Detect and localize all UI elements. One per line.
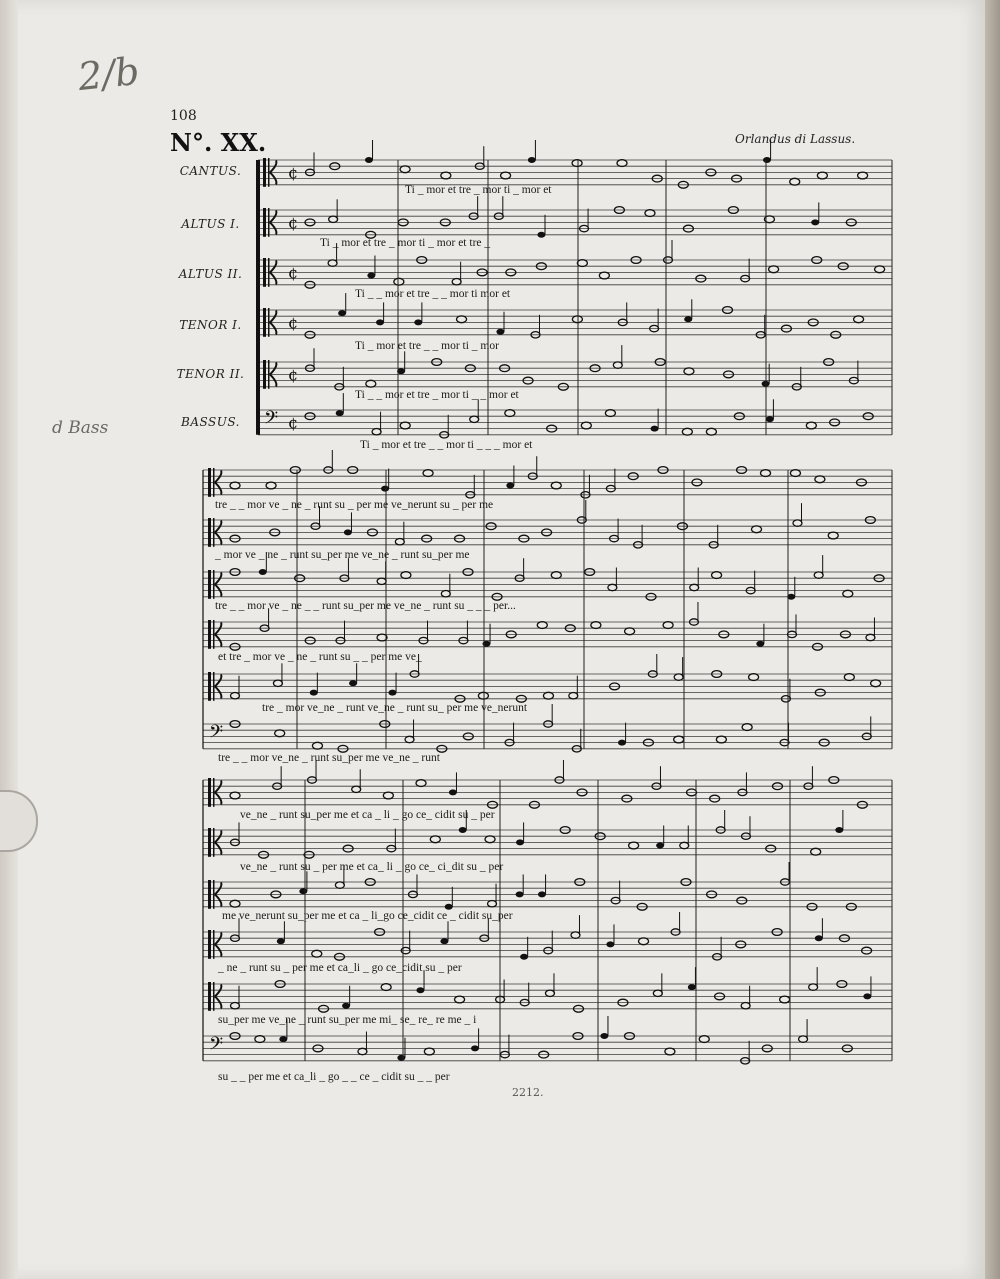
whole-note-icon — [230, 792, 240, 799]
quarter-note-icon — [835, 827, 843, 833]
c-clef-icon — [208, 468, 211, 497]
quarter-note-icon — [459, 827, 467, 833]
half-note-icon — [545, 990, 554, 996]
quarter-note-icon — [344, 529, 352, 535]
quarter-note-icon — [863, 993, 871, 999]
whole-note-icon — [752, 526, 762, 533]
half-note-icon — [799, 1036, 808, 1042]
voice-label-altus-1: ALTUS I. — [181, 217, 240, 231]
c-clef-icon — [213, 518, 215, 547]
whole-note-icon — [749, 674, 759, 681]
lyric-s2-tenor2: tre _ mor ve_ne _ runt ve_ne _ runt su_ per me ve_nerunt — [262, 702, 528, 714]
whole-note-icon — [383, 792, 393, 799]
whole-note-icon — [455, 996, 465, 1003]
whole-note-icon — [424, 1048, 434, 1055]
lyric-s1-bassus: Ti _ mor et tre _ _ mor ti _ _ _ mor et — [360, 439, 533, 451]
half-note-icon — [613, 362, 622, 368]
half-note-icon — [809, 984, 818, 990]
cut-time-icon: ¢ — [288, 213, 299, 232]
c-clef-icon — [208, 620, 211, 649]
whole-note-icon — [401, 572, 411, 579]
whole-note-icon — [828, 532, 838, 539]
whole-note-icon — [769, 266, 779, 273]
c-clef-icon — [213, 828, 215, 857]
whole-note-icon — [543, 692, 553, 699]
c-clef-icon — [213, 620, 215, 649]
c-clef-icon — [208, 880, 211, 909]
quarter-note-icon — [349, 680, 357, 686]
whole-note-icon — [875, 266, 885, 273]
quarter-note-icon — [528, 157, 536, 163]
whole-note-icon — [366, 380, 376, 387]
voice-label-cantus: CANTUS. — [179, 164, 242, 178]
composer-name: Orlandus di Lassus. — [735, 132, 856, 146]
lyric-s1-altus1: Ti _ mor et tre _ mor ti _ mor et tre _ — [320, 237, 491, 249]
half-note-icon — [690, 584, 699, 590]
whole-note-icon — [645, 210, 655, 217]
half-note-icon — [358, 1048, 367, 1054]
quarter-note-icon — [336, 410, 344, 416]
quarter-note-icon — [815, 935, 823, 941]
half-note-icon — [680, 842, 689, 848]
c-clef-icon — [263, 308, 266, 337]
half-note-icon — [231, 1003, 240, 1009]
quarter-note-icon — [414, 319, 422, 325]
whole-note-icon — [790, 470, 800, 477]
lyric-s3-cantus: ve_ne _ runt su_per me et ca _ li _ go ce_ cidit su _ per — [240, 809, 495, 821]
c-clef-icon — [213, 468, 215, 497]
c-clef-icon — [263, 258, 266, 287]
half-note-icon — [674, 674, 683, 680]
whole-note-icon — [572, 160, 582, 167]
half-note-icon — [571, 932, 580, 938]
quarter-note-icon — [388, 690, 396, 696]
c-clef-icon — [263, 208, 266, 237]
piece-number: N°. XX. — [170, 128, 267, 157]
bass-clef-icon: 𝄢 — [209, 722, 224, 747]
whole-note-icon — [505, 410, 515, 417]
quarter-note-icon — [651, 426, 659, 432]
lyric-s1-tenor1: Ti _ mor et tre _ _ mor ti _ mor — [355, 340, 499, 352]
cut-time-icon: ¢ — [288, 413, 299, 432]
whole-note-icon — [682, 428, 692, 435]
quarter-note-icon — [763, 157, 771, 163]
pencil-margin-note: d Bass — [52, 418, 109, 438]
whole-note-icon — [572, 316, 582, 323]
whole-note-icon — [230, 482, 240, 489]
whole-note-icon — [230, 900, 240, 907]
whole-note-icon — [625, 628, 635, 635]
quarter-note-icon — [279, 1036, 287, 1042]
pencil-catalog-mark: 2/b — [75, 48, 142, 100]
bass-clef-icon: 𝄢 — [264, 408, 279, 433]
cut-time-icon: ¢ — [288, 365, 299, 384]
lyric-s3-altus1: ve_ne _ runt su _ per me et ca_ li _ go ce_ ci_dit su _ per — [240, 861, 504, 873]
whole-note-icon — [551, 572, 561, 579]
half-note-icon — [470, 416, 479, 422]
quarter-note-icon — [600, 1033, 608, 1039]
whole-note-icon — [591, 622, 601, 629]
whole-note-icon — [430, 836, 440, 843]
half-note-icon — [231, 693, 240, 699]
whole-note-icon — [780, 996, 790, 1003]
lyric-s3-tenor1: _ ne _ runt su _ per me et ca_li _ go ce_cidit su _ per — [218, 962, 462, 974]
whole-note-icon — [815, 476, 825, 483]
whole-note-icon — [854, 316, 864, 323]
half-note-icon — [608, 584, 617, 590]
whole-note-icon — [255, 1036, 265, 1043]
half-note-icon — [488, 901, 497, 907]
quarter-note-icon — [367, 273, 375, 279]
c-clef-icon — [213, 672, 215, 701]
whole-note-icon — [381, 984, 391, 991]
lyric-s1-altus2: Ti _ _ mor et tre _ _ mor ti mor et — [355, 288, 511, 300]
c-clef-icon — [213, 778, 215, 807]
lyric-s2-cantus: tre _ _ mor ve _ ne _ runt su _ per me ve_nerunt su _ per me — [215, 499, 494, 511]
c-clef-icon — [268, 208, 270, 237]
half-note-icon — [377, 578, 386, 584]
cut-time-icon: ¢ — [288, 313, 299, 332]
half-note-icon — [814, 572, 823, 578]
half-note-icon — [452, 279, 461, 285]
c-clef-icon — [213, 570, 215, 599]
whole-note-icon — [742, 724, 752, 731]
quarter-note-icon — [310, 690, 318, 696]
whole-note-icon — [441, 172, 451, 179]
lyric-s3-bassus: su _ _ per me et ca_li _ go _ _ ce _ cidit su _ _ per — [218, 1071, 450, 1083]
half-note-icon — [405, 736, 414, 742]
quarter-note-icon — [299, 888, 307, 894]
c-clef-icon — [268, 158, 270, 187]
voice-label-tenor-2: TENOR II. — [176, 367, 245, 381]
c-clef-icon — [263, 360, 266, 389]
c-clef-icon — [208, 778, 211, 807]
quarter-note-icon — [445, 904, 453, 910]
quarter-note-icon — [618, 740, 626, 746]
quarter-note-icon — [397, 1055, 405, 1061]
whole-note-icon — [577, 260, 587, 267]
whole-note-icon — [501, 172, 511, 179]
c-clef-icon — [213, 880, 215, 909]
whole-note-icon — [551, 482, 561, 489]
quarter-note-icon — [342, 1003, 350, 1009]
whole-note-icon — [266, 482, 276, 489]
whole-note-icon — [485, 836, 495, 843]
quarter-note-icon — [506, 483, 514, 489]
quarter-note-icon — [656, 843, 664, 849]
half-note-icon — [866, 634, 875, 640]
whole-note-icon — [617, 160, 627, 167]
quarter-note-icon — [606, 941, 614, 947]
whole-note-icon — [790, 178, 800, 185]
whole-note-icon — [811, 848, 821, 855]
whole-note-icon — [871, 680, 881, 687]
quarter-note-icon — [416, 987, 424, 993]
voice-label-tenor-1: TENOR I. — [179, 318, 242, 332]
quarter-note-icon — [365, 157, 373, 163]
quarter-note-icon — [688, 984, 696, 990]
quarter-note-icon — [471, 1045, 479, 1051]
whole-note-icon — [858, 172, 868, 179]
plate-number: 2212. — [512, 1086, 544, 1099]
c-clef-icon — [208, 518, 211, 547]
quarter-note-icon — [440, 938, 448, 944]
half-note-icon — [793, 520, 802, 526]
half-note-icon — [372, 429, 381, 435]
whole-note-icon — [761, 470, 771, 477]
c-clef-icon — [268, 308, 270, 337]
page-number: 108 — [170, 108, 197, 124]
c-clef-icon — [208, 672, 211, 701]
half-note-icon — [329, 216, 338, 222]
whole-note-icon — [423, 470, 433, 477]
whole-note-icon — [699, 1036, 709, 1043]
whole-note-icon — [844, 674, 854, 681]
quarter-note-icon — [376, 319, 384, 325]
half-note-icon — [335, 882, 344, 888]
half-note-icon — [273, 680, 282, 686]
whole-note-icon — [684, 368, 694, 375]
voice-label-altus-2: ALTUS II. — [178, 267, 243, 281]
whole-note-icon — [665, 1048, 675, 1055]
whole-note-icon — [663, 622, 673, 629]
lyric-s2-bassus: tre _ _ mor ve_ne _ runt su_per me ve_ne _ runt — [218, 752, 440, 764]
voice-label-bassus: BASSUS. — [181, 415, 240, 429]
c-clef-icon — [263, 158, 266, 187]
lyric-s3-tenor2: su_per me ve_ne _ runt su_per me mi_ se_ re_ re me _ i — [218, 1014, 477, 1026]
c-clef-icon — [213, 930, 215, 959]
c-clef-icon — [208, 828, 211, 857]
half-note-icon — [441, 591, 450, 597]
whole-note-icon — [457, 316, 467, 323]
half-note-icon — [653, 990, 662, 996]
quarter-note-icon — [496, 329, 504, 335]
whole-note-icon — [312, 742, 322, 749]
lyric-s1-tenor2: Ti _ _ mor et tre _ mor ti _ _ mor et — [355, 389, 519, 401]
whole-note-icon — [416, 780, 426, 787]
lyric-s2-altus2: tre _ _ mor ve _ ne _ _ runt su_per me ve_ne _ runt su _ _ _ per... — [215, 600, 516, 612]
whole-note-icon — [275, 730, 285, 737]
half-note-icon — [352, 786, 361, 792]
c-clef-icon — [208, 570, 211, 599]
lyric-s3-altus2: me ve_nerunt su_per me et ca _ li_go ce_cidit ce _ cidit su_per — [222, 910, 513, 922]
bass-clef-icon: 𝄢 — [209, 1034, 224, 1059]
whole-note-icon — [478, 692, 488, 699]
quarter-note-icon — [277, 938, 285, 944]
quarter-note-icon — [756, 641, 764, 647]
whole-note-icon — [706, 428, 716, 435]
whole-note-icon — [629, 842, 639, 849]
whole-note-icon — [712, 572, 722, 579]
whole-note-icon — [716, 736, 726, 743]
whole-note-icon — [843, 590, 853, 597]
quarter-note-icon — [684, 316, 692, 322]
quarter-note-icon — [538, 891, 546, 897]
half-note-icon — [569, 693, 578, 699]
c-clef-icon — [208, 982, 211, 1011]
whole-note-icon — [605, 410, 615, 417]
quarter-note-icon — [259, 569, 267, 575]
lyric-s1-cantus: Ti _ mor et tre _ mor ti _ mor et — [405, 184, 552, 196]
lyric-s2-tenor1: et tre _ mor ve _ ne _ runt su _ _ per me ve_ — [218, 651, 422, 663]
cut-time-icon: ¢ — [288, 163, 299, 182]
whole-note-icon — [312, 950, 322, 957]
whole-note-icon — [400, 166, 410, 173]
whole-note-icon — [400, 422, 410, 429]
whole-note-icon — [639, 938, 649, 945]
quarter-note-icon — [449, 789, 457, 795]
half-note-icon — [395, 539, 404, 545]
whole-note-icon — [394, 278, 404, 285]
whole-note-icon — [581, 422, 591, 429]
c-clef-icon — [268, 258, 270, 287]
lyric-s2-altus1: _ mor ve _ ne _ runt su_per me ve_ne _ runt su_per me — [215, 549, 470, 561]
quarter-note-icon — [381, 486, 389, 492]
half-note-icon — [741, 1003, 750, 1009]
quarter-note-icon — [537, 232, 545, 238]
quarter-note-icon — [516, 891, 524, 897]
whole-note-icon — [599, 272, 609, 279]
quarter-note-icon — [516, 839, 524, 845]
c-clef-icon — [213, 982, 215, 1011]
whole-note-icon — [674, 736, 684, 743]
whole-note-icon — [817, 172, 827, 179]
c-clef-icon — [268, 360, 270, 389]
whole-note-icon — [806, 422, 816, 429]
cut-time-icon: ¢ — [288, 263, 299, 282]
c-clef-icon — [208, 930, 211, 959]
half-note-icon — [328, 260, 337, 266]
quarter-note-icon — [811, 219, 819, 225]
quarter-note-icon — [338, 310, 346, 316]
quarter-note-icon — [520, 954, 528, 960]
whole-note-icon — [537, 622, 547, 629]
quarter-note-icon — [766, 416, 774, 422]
